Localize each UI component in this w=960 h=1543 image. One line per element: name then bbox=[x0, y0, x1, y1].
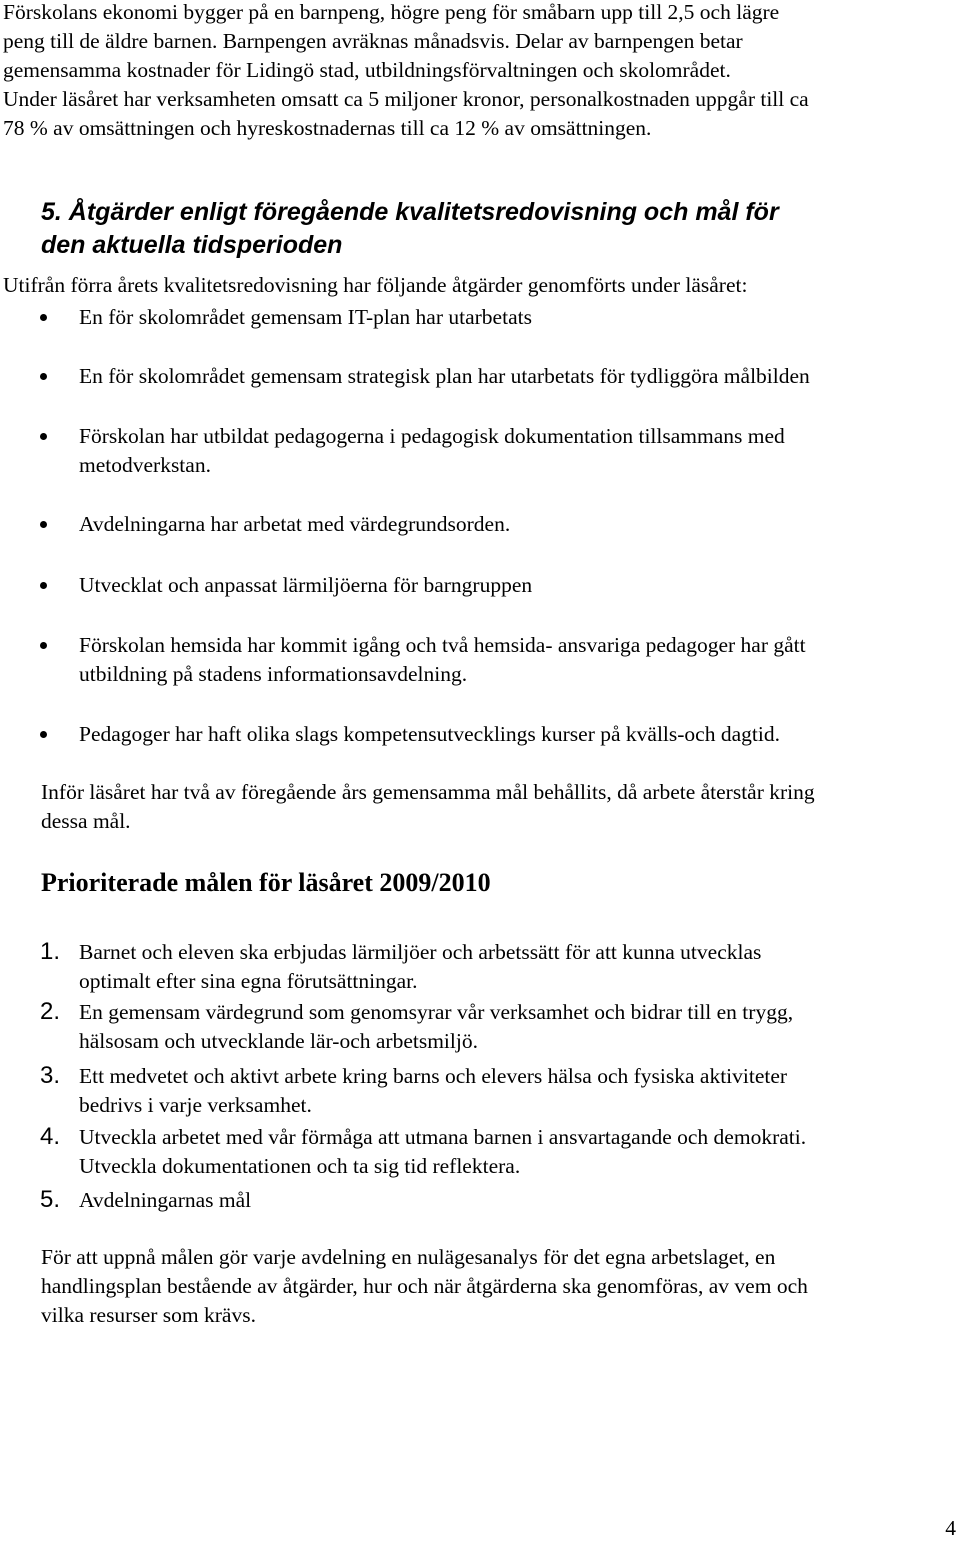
section-heading-line: 5. Åtgärder enligt föregående kvalitetsredovisning och mål för bbox=[41, 198, 779, 226]
bullet-icon bbox=[40, 373, 47, 380]
paragraph-line: vilka resurser som krävs. bbox=[41, 1303, 256, 1327]
intro-paragraph bbox=[3, 0, 953, 143]
bullet-icon bbox=[40, 433, 47, 440]
list-item-text: Förskolan hemsida har kommit igång och två hemsida- ansvariga pedagoger har gått bbox=[79, 633, 806, 657]
section-heading-line: den aktuella tidsperioden bbox=[41, 231, 343, 259]
goal-item bbox=[79, 938, 949, 996]
goal-text: Barnet och eleven ska erbjudas lärmiljöer och arbetssätt för att kunna utvecklas bbox=[79, 940, 762, 964]
goal-text: Utveckla dokumentationen och ta sig tid reflektera. bbox=[79, 1154, 521, 1178]
list-item-text: En för skolområdet gemensam IT-plan har utarbetats bbox=[79, 305, 532, 329]
intro-line: peng till de äldre barnen. Barnpengen avräknas månadsvis. Delar av barnpengen betar bbox=[3, 29, 743, 53]
list-item-text: Pedagoger har haft olika slags kompetensutvecklings kurser på kvälls-och dagtid. bbox=[79, 722, 780, 746]
list-item bbox=[79, 303, 949, 332]
section-5-lead: Utifrån förra årets kvalitetsredovisning har följande åtgärder genomförts under läsåret: bbox=[3, 273, 748, 297]
list-item-text: metodverkstan. bbox=[79, 453, 211, 477]
paragraph-line: dessa mål. bbox=[41, 809, 131, 833]
goal-text: Utveckla arbetet med vår förmåga att utmana barnen i ansvartagande och demokrati. bbox=[79, 1125, 807, 1149]
goal-text: Avdelningarnas mål bbox=[79, 1188, 252, 1212]
intro-line: 78 % av omsättningen och hyreskostnadernas till ca 12 % av omsättningen. bbox=[3, 116, 652, 140]
paragraph-line: Inför läsåret har två av föregående års gemensamma mål behållits, då arbete återstår kring bbox=[41, 780, 815, 804]
intro-line: Under läsåret har verksamheten omsatt ca 5 miljoner kronor, personalkostnaden uppgår till ca bbox=[3, 87, 809, 111]
bullet-icon bbox=[40, 582, 47, 589]
section-5-heading bbox=[41, 196, 941, 262]
list-item bbox=[79, 510, 949, 539]
goal-item bbox=[79, 998, 949, 1056]
goals-heading: Prioriterade målen för läsåret 2009/2010 bbox=[41, 868, 491, 897]
list-item-text: Avdelningarna har arbetat med värdegrundsorden. bbox=[79, 512, 511, 536]
goal-number: 2. bbox=[40, 998, 61, 1025]
goal-number: 3. bbox=[40, 1062, 61, 1089]
list-item bbox=[79, 720, 949, 749]
goal-item bbox=[79, 1123, 949, 1181]
list-item-text: En för skolområdet gemensam strategisk plan har utarbetats för tydliggöra målbilden bbox=[79, 364, 810, 388]
goal-text: Ett medvetet och aktivt arbete kring barns och elevers hälsa och fysiska aktiviteter bbox=[79, 1064, 788, 1088]
list-item bbox=[79, 422, 949, 480]
list-item bbox=[79, 571, 949, 600]
bullet-icon bbox=[40, 642, 47, 649]
goal-item bbox=[79, 1186, 949, 1215]
intro-line: gemensamma kostnader för Lidingö stad, utbildningsförvaltningen och skolområdet. bbox=[3, 58, 731, 82]
page-number: 4 bbox=[945, 1516, 956, 1540]
goal-text: hälsosam och utvecklande lär-och arbetsmiljö. bbox=[79, 1029, 478, 1053]
goal-number: 4. bbox=[40, 1123, 61, 1150]
paragraph-line: handlingsplan bestående av åtgärder, hur och när åtgärderna ska genomföras, av vem och bbox=[41, 1274, 808, 1298]
list-item bbox=[79, 362, 949, 391]
goals-closing-paragraph bbox=[41, 1243, 951, 1330]
goal-number: 1. bbox=[40, 938, 61, 965]
list-item-text: Förskolan har utbildat pedagogerna i pedagogisk dokumentation tillsammans med bbox=[79, 424, 785, 448]
goal-text: En gemensam värdegrund som genomsyrar vår verksamhet och bidrar till en trygg, bbox=[79, 1000, 794, 1024]
section-5-closing bbox=[41, 778, 951, 836]
goal-text: bedrivs i varje verksamhet. bbox=[79, 1093, 312, 1117]
bullet-icon bbox=[40, 731, 47, 738]
list-item-text: Utvecklat och anpassat lärmiljöerna för barngruppen bbox=[79, 573, 533, 597]
goal-text: optimalt efter sina egna förutsättningar. bbox=[79, 969, 418, 993]
list-item-text: utbildning på stadens informationsavdelning. bbox=[79, 662, 468, 686]
goal-item bbox=[79, 1062, 949, 1120]
intro-line: Förskolans ekonomi bygger på en barnpeng, högre peng för småbarn upp till 2,5 och lägre bbox=[3, 0, 780, 24]
list-item bbox=[79, 631, 949, 689]
bullet-icon bbox=[40, 521, 47, 528]
bullet-icon bbox=[40, 314, 47, 321]
goal-number: 5. bbox=[40, 1186, 61, 1213]
paragraph-line: För att uppnå målen gör varje avdelning en nulägesanalys för det egna arbetslaget, en bbox=[41, 1245, 776, 1269]
